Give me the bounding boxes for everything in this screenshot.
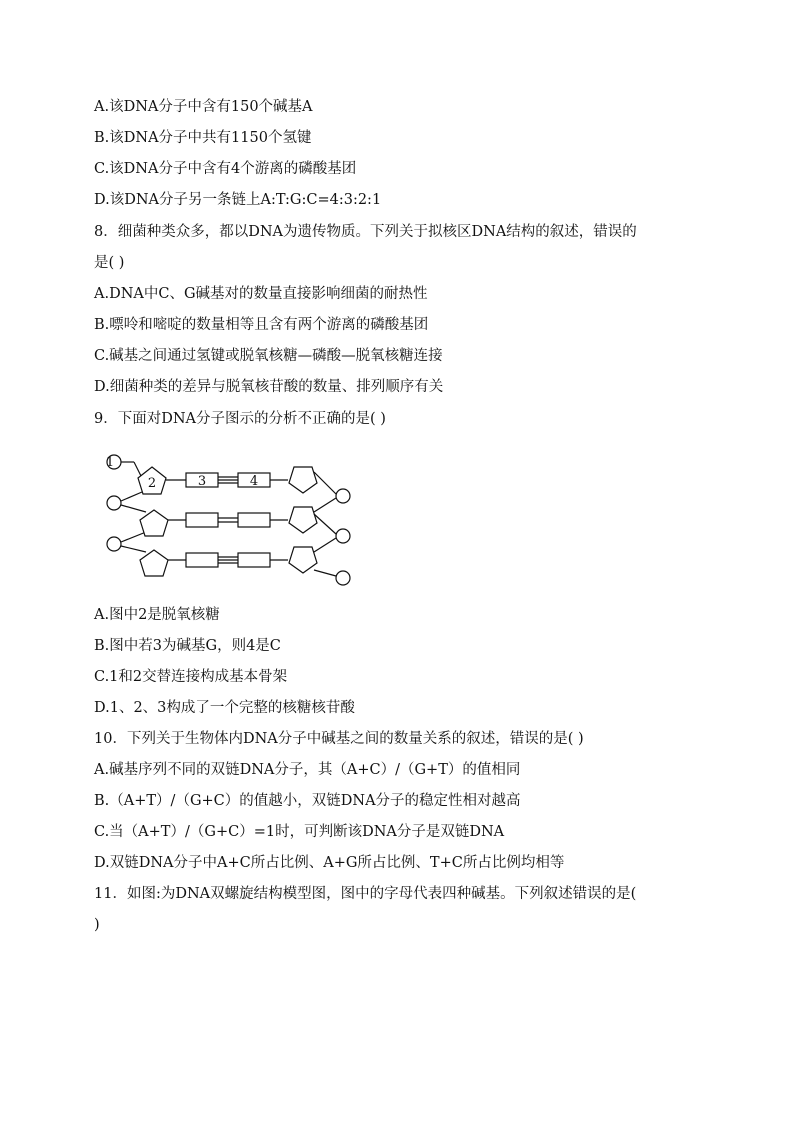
q9-option-c: C.1和2交替连接构成基本骨架 bbox=[94, 669, 288, 685]
q10-option-b: B.（A+T）/（G+C）的值越小，双链DNA分子的稳定性相对越高 bbox=[94, 793, 521, 809]
q7-option-c: C.该DNA分子中含有4个游离的磷酸基团 bbox=[94, 161, 357, 177]
q8-option-d: D.细菌种类的差异与脱氧核苷酸的数量、排列顺序有关 bbox=[94, 379, 444, 395]
q10-option-a: A.碱基序列不同的双链DNA分子，其（A+C）/（G+T）的值相同 bbox=[94, 762, 521, 778]
diagram-label-1: 1 bbox=[105, 455, 115, 470]
q10-stem: 10．下列关于生物体内DNA分子中碱基之间的数量关系的叙述，错误的是( ) bbox=[94, 731, 584, 747]
q9-option-b: B.图中若3为碱基G，则4是C bbox=[94, 638, 281, 654]
deoxyribose-pentagon-right-2 bbox=[289, 507, 317, 533]
base-rect-left-3 bbox=[186, 553, 218, 567]
q7-option-d: D.该DNA分子另一条链上A:T:G:C=4:3:2:1 bbox=[94, 192, 382, 208]
deoxyribose-pentagon-left-2 bbox=[140, 510, 168, 536]
q7-option-a: A.该DNA分子中含有150个碱基A bbox=[94, 99, 313, 115]
phosphate-circle-right-3 bbox=[336, 571, 350, 585]
deoxyribose-pentagon-right-3 bbox=[289, 547, 317, 573]
q9-option-a: A.图中2是脱氧核糖 bbox=[94, 607, 220, 623]
q8-option-b: B.嘌呤和嘧啶的数量相等且含有两个游离的磷酸基团 bbox=[94, 317, 429, 333]
phosphate-circle-left-3 bbox=[107, 537, 121, 551]
base-rect-right-2 bbox=[238, 513, 270, 527]
q11-stem-line1: 11．如图:为DNA双螺旋结构模型图，图中的字母代表四种碱基。下列叙述错误的是( bbox=[94, 886, 637, 902]
dna-structure-diagram bbox=[100, 450, 360, 590]
diagram-label-3: 3 bbox=[197, 474, 207, 489]
phosphate-circle-right-2 bbox=[336, 529, 350, 543]
q8-stem-line1: 8．细菌种类众多，都以DNA为遗传物质。下列关于拟核区DNA结构的叙述，错误的 bbox=[94, 224, 637, 240]
q7-option-b: B.该DNA分子中共有1150个氢键 bbox=[94, 130, 312, 146]
deoxyribose-pentagon-right-1 bbox=[289, 467, 317, 493]
q9-option-d: D.1、2、3构成了一个完整的核糖核苷酸 bbox=[94, 700, 355, 716]
q8-option-a: A.DNA中C、G碱基对的数量直接影响细菌的耐热性 bbox=[94, 286, 428, 302]
diagram-label-2: 2 bbox=[147, 476, 157, 491]
q11-stem-line2: ) bbox=[94, 917, 100, 933]
q10-option-d: D.双链DNA分子中A+C所占比例、A+G所占比例、T+C所占比例均相等 bbox=[94, 855, 565, 871]
base-rect-right-3 bbox=[238, 553, 270, 567]
q8-stem-line2: 是( ) bbox=[94, 255, 125, 271]
diagram-label-4: 4 bbox=[249, 474, 259, 489]
base-rect-left-2 bbox=[186, 513, 218, 527]
deoxyribose-pentagon-left-3 bbox=[140, 550, 168, 576]
q8-option-c: C.碱基之间通过氢键或脱氧核糖—磷酸—脱氧核糖连接 bbox=[94, 348, 443, 364]
q10-option-c: C.当（A+T）/（G+C）=1时，可判断该DNA分子是双链DNA bbox=[94, 824, 505, 840]
q9-stem: 9．下面对DNA分子图示的分析不正确的是( ) bbox=[94, 411, 386, 427]
phosphate-circle-left-2 bbox=[107, 496, 121, 510]
phosphate-circle-right-1 bbox=[336, 489, 350, 503]
